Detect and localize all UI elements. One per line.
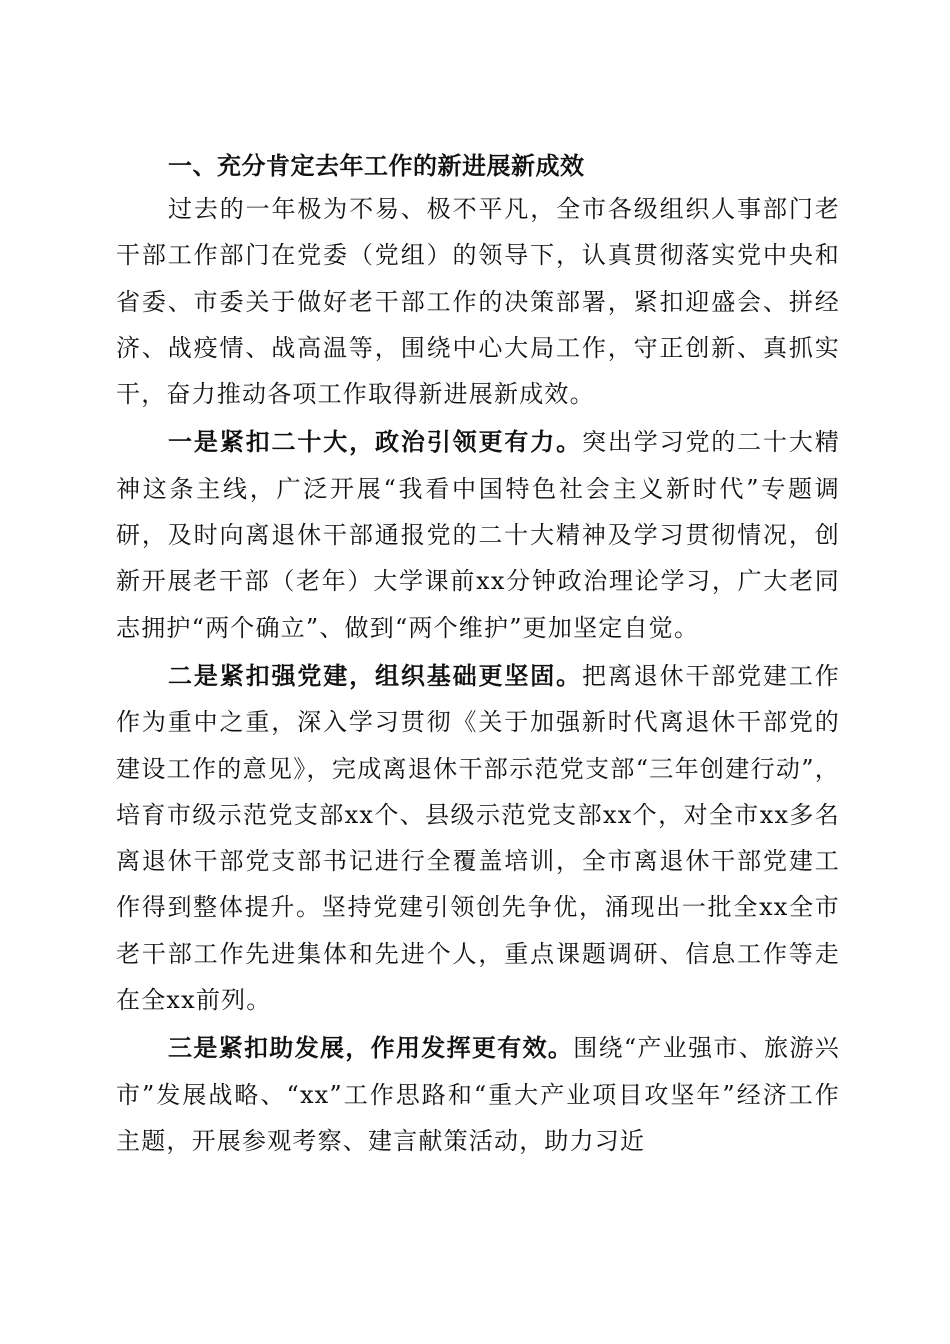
paragraph-text: 围绕“产业强市、旅游兴市”发展战略、“xx”工作思路和“重大产业项目攻坚年”经济工作主题，开展参观考察、建言献策活动，助力习近 [116,1034,840,1155]
document-body [116,146,840,1164]
paragraph-lead: 三是紧扣助发展，作用发挥更有效。 [168,1033,574,1063]
paragraph-text: 把离退休干部党建工作作为重中之重，深入学习贯彻《关于加强新时代离退休干部党的建设工作的意见》，完成离退休干部示范党支部“三年创建行动”，培育市级示范党支部xx个、县级示范党支部xx个，对全市xx多名离退休干部党支部书记进行全覆盖培训，全市离退休干部党建工作得到整体提升。坚持党建引领创先争优，涌现出一批全xx全市老干部工作先进集体和先进个人，重点课题调研、信息工作等走在全xx前列。 [116,661,840,1015]
paragraph-development [116,1025,840,1164]
paragraph-text: 过去的一年极为不易、极不平凡，全市各级组织人事部门老干部工作部门在党委（党组）的领导下，认真贯彻落实党中央和省委、市委关于做好老干部工作的决策部署，紧扣迎盛会、拼经济、战疫情、战高温等，围绕中心大局工作，守正创新、真抓实干，奋力推动各项工作取得新进展新成效。 [116,195,840,409]
paragraph-lead: 一是紧扣二十大，政治引领更有力。 [168,427,582,457]
section-heading: 一、充分肯定去年工作的新进展新成效 [168,152,585,180]
paragraph-politics [116,419,840,650]
paragraph-intro [116,186,840,417]
paragraph-text: 突出学习党的二十大精神这条主线，广泛开展“我看中国特色社会主义新时代”专题调研，及时向离退休干部通报党的二十大精神及学习贯彻情况，创新开展老干部（老年）大学课前xx分钟政治理论学习，广大老同志拥护“两个确立”、做到“两个维护”更加坚定自觉。 [116,428,840,642]
paragraph-party-building [116,653,840,1023]
paragraph-lead: 二是紧扣强党建，组织基础更坚固。 [168,660,582,690]
